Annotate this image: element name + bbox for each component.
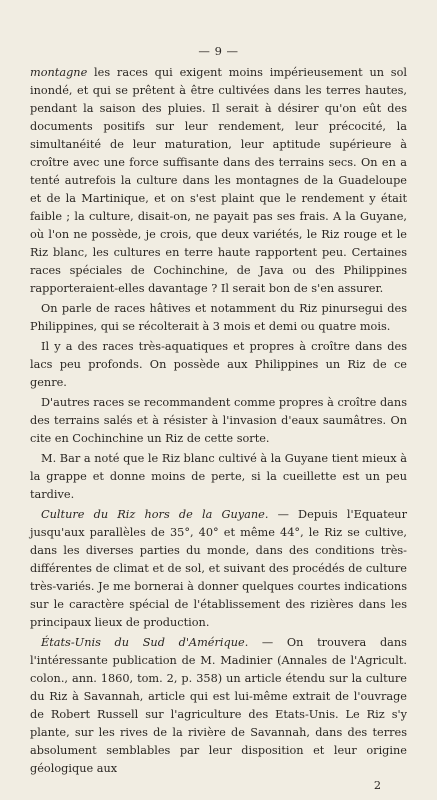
section-heading: États-Unis du Sud d'Amérique. [41, 636, 249, 649]
signature-mark: 2 [373, 779, 381, 792]
section-heading: Culture du Riz hors de la Guyane. [41, 508, 269, 521]
paragraph-text: M. Bar a noté que le Riz blanc cultivé à la Guyane tient mieux à la grappe et donne moins de perte, si la cueillette est un peu tardive. [30, 452, 407, 501]
page-number: — 9 — [198, 44, 239, 58]
paragraph-text: Il y a des races très-aquatiques et propres à croître dans des lacs peu profonds. On possède aux Philippines un Riz de ce genre. [30, 340, 407, 389]
paragraph-text: On parle de races hâtives et notamment du Riz pinursegui des Philippines, qui se récolterait à 3 mois et demi ou quatre mois. [30, 302, 407, 333]
paragraph-4 [30, 394, 407, 448]
paragraph-2 [30, 300, 407, 336]
paragraph-1 [30, 64, 407, 298]
body-text [30, 64, 407, 778]
paragraph-7 [30, 634, 407, 778]
paragraph-6 [30, 506, 407, 632]
paragraph-3 [30, 338, 407, 392]
paragraph-5 [30, 450, 407, 504]
paragraph-text: D'autres races se recommandent comme propres à croître dans des terrains salés et à résister à l'invasion d'eaux saumâtres. On cite en Cochinchine un Riz de cette sorte. [30, 396, 407, 445]
paragraph-text: les races qui exigent moins impérieusement un sol inondé, et qui se prêtent à être cultivées dans les terres hautes, pendant la saison des pluies. Il serait à désirer qu'on eût des documents positifs sur leur rendement, leur précocité, la simultanéité de leur maturation, leur aptitude supérieure à croître avec une force suffisante dans des terrains secs. On en a tenté autrefois la culture dans les montagnes de la Guadeloupe et de la Martinique, et on s'est plaint que le rendement y était faible ; la culture, disait-on, ne payait pas ses frais. A la Guyane, où l'on ne possède, je crois, que deux variétés, le Riz rouge et le Riz blanc, les cultures en terre haute rapportent peu. Certaines races spéciales de Cochinchine, de Java ou des Philippines rapporteraient-elles davantage ? Il serait bon de s'en assurer. [30, 66, 407, 295]
paragraph-lead: montagne [30, 66, 88, 79]
paragraph-text: — Depuis l'Equateur jusqu'aux parallèles de 35°, 40° et même 44°, le Riz se cultive, dans les diverses parties du monde, dans des conditions très-différentes de climat et de sol, et suivant des procédés de culture très-variés. Je me bornerai à donner quelques courtes indications sur le caractère spécial de l'établissement des rizières dans les principaux lieux de production. [30, 508, 407, 629]
paragraph-text: — On trouvera dans l'intéressante publication de M. Madinier (Annales de l'Agricult. colon., ann. 1860, tom. 2, p. 358) un article étendu sur la culture du Riz à Savannah, article qui est lui-même extrait de l'ouvrage de Robert Russell sur l'agriculture des Etats-Unis. Le Riz s'y plante, sur les rives de la rivière de Savannah, dans des terres absolument semblables par leur disposition et leur origine géologique aux [30, 636, 407, 775]
